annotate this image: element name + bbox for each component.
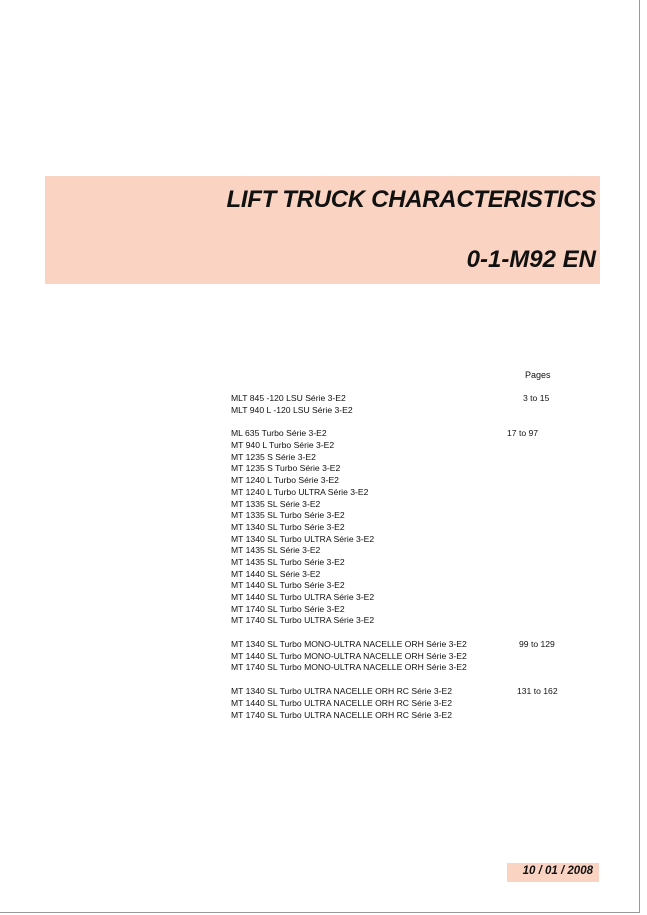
toc-entry bbox=[231, 510, 571, 522]
model-name: MT 1740 SL Turbo MONO-ULTRA NACELLE ORH Série 3-E2 bbox=[231, 662, 467, 673]
toc-entry bbox=[231, 615, 571, 627]
page-range: 17 to 97 bbox=[507, 428, 539, 439]
model-name: MT 1235 S Turbo Série 3-E2 bbox=[231, 463, 341, 474]
model-name: MT 1240 L Turbo ULTRA Série 3-E2 bbox=[231, 486, 369, 497]
toc-group bbox=[231, 393, 571, 416]
toc-entry bbox=[231, 545, 571, 557]
model-name: MT 1440 SL Turbo MONO-ULTRA NACELLE ORH Série 3-E2 bbox=[231, 650, 467, 661]
toc-entry bbox=[231, 475, 571, 487]
toc-entry bbox=[231, 698, 571, 710]
model-name: MT 1440 SL Turbo ULTRA Série 3-E2 bbox=[231, 592, 375, 602]
model-name: MT 1435 SL Turbo Série 3-E2 bbox=[231, 556, 345, 567]
toc-group bbox=[231, 428, 571, 627]
toc-entry bbox=[231, 710, 571, 722]
model-name: MT 1740 SL Turbo Série 3-E2 bbox=[231, 603, 345, 614]
model-name: MT 1335 SL Turbo Série 3-E2 bbox=[231, 510, 345, 521]
toc-entry bbox=[231, 569, 571, 581]
toc-entry bbox=[231, 522, 571, 534]
model-name: MT 1240 L Turbo Série 3-E2 bbox=[231, 475, 339, 486]
document-title: LIFT TRUCK CHARACTERISTICS bbox=[226, 186, 596, 213]
model-name: MT 1435 SL Série 3-E2 bbox=[231, 545, 321, 556]
model-name: ML 635 Turbo Série 3-E2 bbox=[231, 428, 327, 439]
toc-entry bbox=[231, 440, 571, 452]
toc-entry bbox=[231, 557, 571, 569]
toc-group bbox=[231, 639, 571, 674]
toc-entry bbox=[231, 463, 571, 475]
toc-entry bbox=[231, 686, 571, 698]
toc-entry bbox=[231, 452, 571, 464]
toc-entry bbox=[231, 428, 571, 440]
model-name: MT 940 L Turbo Série 3-E2 bbox=[231, 440, 335, 451]
toc-group bbox=[231, 686, 571, 721]
model-name: MT 1440 SL Turbo Série 3-E2 bbox=[231, 580, 345, 591]
model-name: MT 1440 SL Série 3-E2 bbox=[231, 568, 321, 579]
model-name: MT 1340 SL Turbo ULTRA Série 3-E2 bbox=[231, 533, 375, 544]
model-name: MT 1340 SL Turbo MONO-ULTRA NACELLE ORH Série 3-E2 bbox=[231, 639, 467, 650]
date-box bbox=[507, 863, 599, 882]
table-of-contents bbox=[231, 393, 571, 733]
pages-column-header: Pages bbox=[525, 370, 551, 380]
model-name: MT 1340 SL Turbo ULTRA NACELLE ORH RC Série 3-E2 bbox=[231, 686, 452, 697]
toc-entry bbox=[231, 592, 571, 604]
title-banner bbox=[45, 176, 600, 284]
toc-entry bbox=[231, 639, 571, 651]
model-name: MT 1235 S Série 3-E2 bbox=[231, 451, 316, 462]
toc-entry bbox=[231, 499, 571, 511]
model-name: MT 1340 SL Turbo Série 3-E2 bbox=[231, 521, 345, 532]
document-date: 10 / 01 / 2008 bbox=[522, 865, 593, 877]
model-name: MLT 940 L -120 LSU Série 3-E2 bbox=[231, 404, 353, 415]
page-range: 99 to 129 bbox=[519, 639, 555, 650]
model-name: MT 1440 SL Turbo ULTRA NACELLE ORH RC Série 3-E2 bbox=[231, 697, 452, 708]
toc-entry bbox=[231, 651, 571, 663]
toc-entry bbox=[231, 580, 571, 592]
page-range: 131 to 162 bbox=[517, 686, 558, 697]
toc-entry bbox=[231, 604, 571, 616]
toc-entry bbox=[231, 662, 571, 674]
toc-entry bbox=[231, 405, 571, 417]
model-name: MT 1740 SL Turbo ULTRA Série 3-E2 bbox=[231, 615, 375, 626]
model-name: MLT 845 -120 LSU Série 3-E2 bbox=[231, 393, 346, 403]
model-name: MT 1335 SL Série 3-E2 bbox=[231, 498, 321, 509]
page-range: 3 to 15 bbox=[523, 393, 550, 403]
toc-entry bbox=[231, 487, 571, 499]
model-name: MT 1740 SL Turbo ULTRA NACELLE ORH RC Série 3-E2 bbox=[231, 709, 452, 720]
toc-entry bbox=[231, 393, 571, 405]
toc-entry bbox=[231, 534, 571, 546]
document-code: 0-1-M92 EN bbox=[466, 246, 596, 273]
